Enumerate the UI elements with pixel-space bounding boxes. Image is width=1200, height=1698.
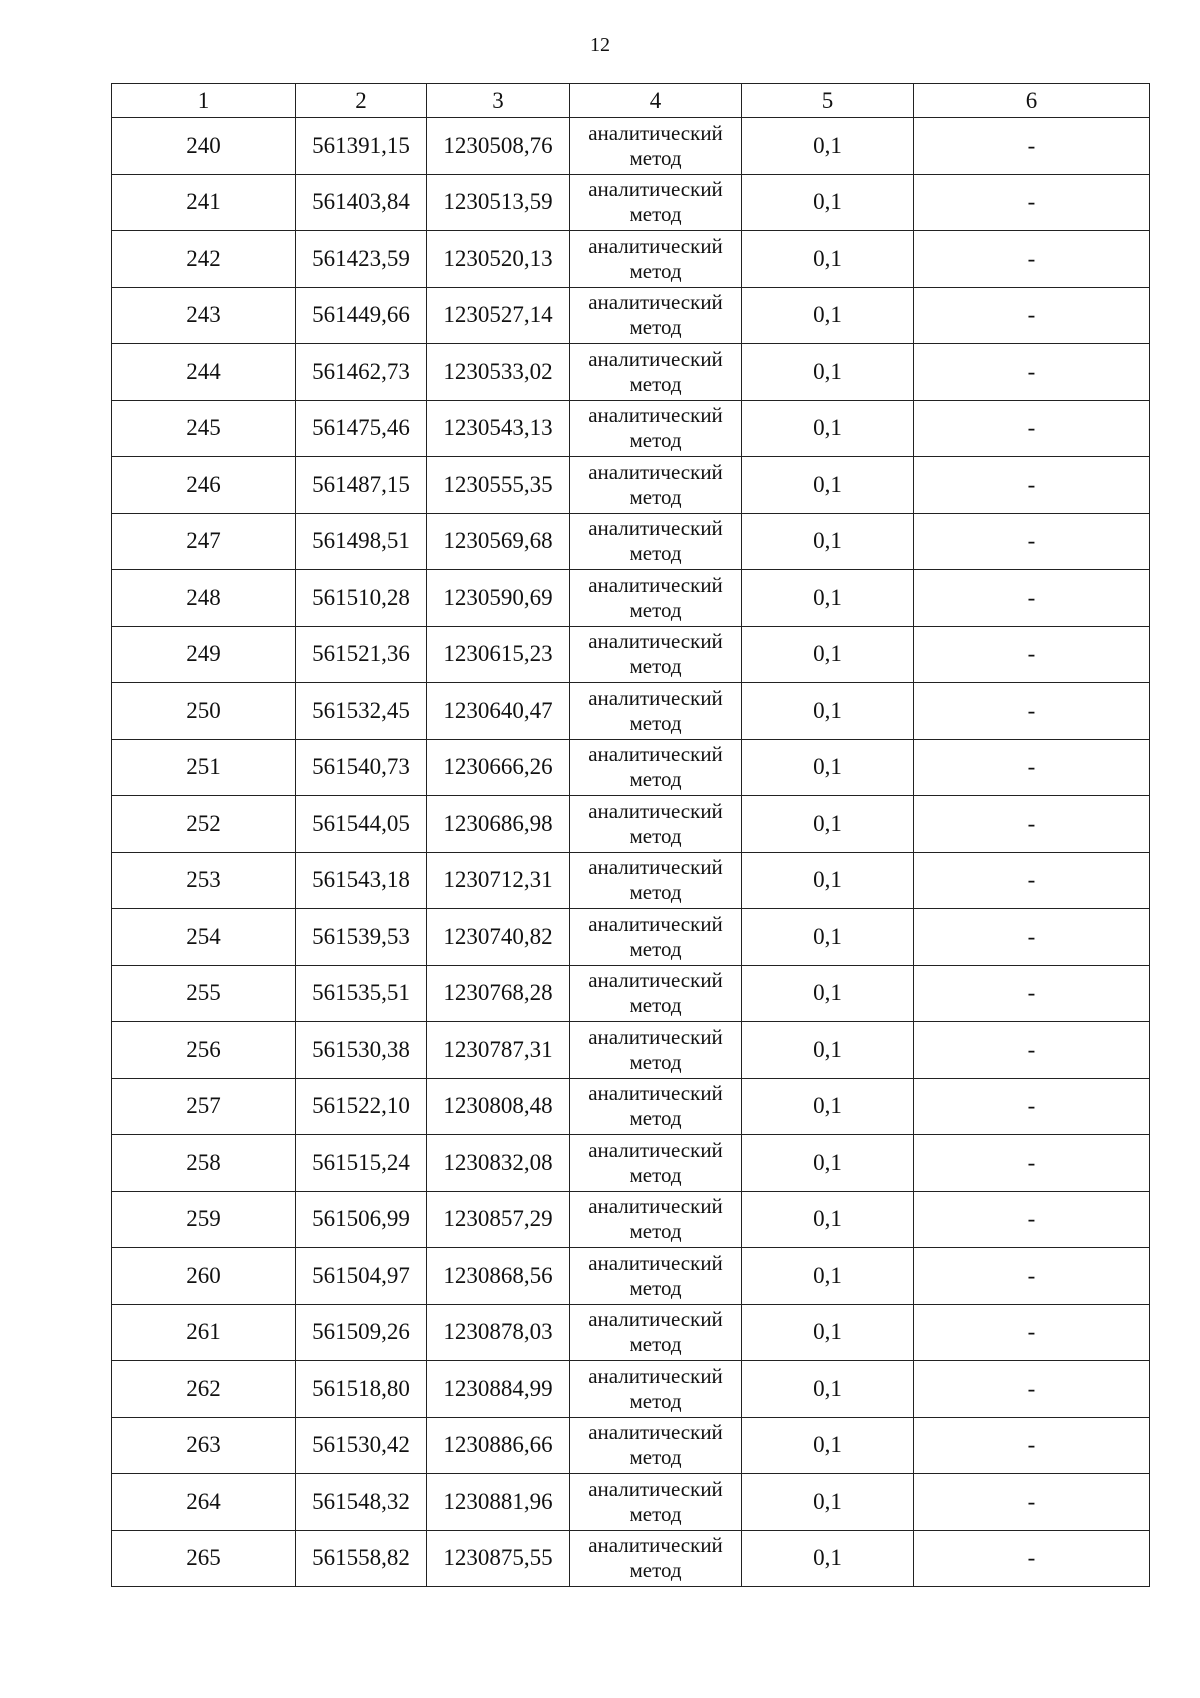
point-number-cell: 241 (112, 174, 296, 231)
y-coordinate-cell: 1230857,29 (427, 1191, 570, 1248)
error-cell: 0,1 (742, 174, 914, 231)
table-row (112, 626, 1150, 683)
x-coordinate-cell: 561535,51 (296, 965, 427, 1022)
point-number-cell: 254 (112, 909, 296, 966)
point-number-cell: 245 (112, 400, 296, 457)
point-number-cell: 250 (112, 683, 296, 740)
error-cell: 0,1 (742, 852, 914, 909)
y-coordinate-cell: 1230875,55 (427, 1530, 570, 1587)
table-row (112, 1022, 1150, 1079)
y-coordinate-cell: 1230878,03 (427, 1304, 570, 1361)
error-cell: 0,1 (742, 118, 914, 175)
point-number-cell: 261 (112, 1304, 296, 1361)
point-number-cell: 258 (112, 1135, 296, 1192)
table-row (112, 457, 1150, 514)
note-cell: - (914, 174, 1150, 231)
error-cell: 0,1 (742, 287, 914, 344)
point-number-cell: 244 (112, 344, 296, 401)
method-cell: аналитический метод (570, 965, 742, 1022)
x-coordinate-cell: 561510,28 (296, 570, 427, 627)
table-header-row (112, 84, 1150, 118)
table-row (112, 965, 1150, 1022)
method-cell: аналитический метод (570, 1022, 742, 1079)
point-number-cell: 263 (112, 1417, 296, 1474)
x-coordinate-cell: 561449,66 (296, 287, 427, 344)
method-cell: аналитический метод (570, 457, 742, 514)
point-number-cell: 248 (112, 570, 296, 627)
point-number-cell: 247 (112, 513, 296, 570)
y-coordinate-cell: 1230569,68 (427, 513, 570, 570)
x-coordinate-cell: 561487,15 (296, 457, 427, 514)
error-cell: 0,1 (742, 1361, 914, 1418)
error-cell: 0,1 (742, 513, 914, 570)
table-row (112, 683, 1150, 740)
x-coordinate-cell: 561423,59 (296, 231, 427, 288)
table-row (112, 1530, 1150, 1587)
note-cell: - (914, 457, 1150, 514)
point-number-cell: 246 (112, 457, 296, 514)
y-coordinate-cell: 1230886,66 (427, 1417, 570, 1474)
point-number-cell: 264 (112, 1474, 296, 1531)
point-number-cell: 255 (112, 965, 296, 1022)
y-coordinate-cell: 1230527,14 (427, 287, 570, 344)
note-cell: - (914, 1530, 1150, 1587)
note-cell: - (914, 400, 1150, 457)
column-header: 6 (914, 84, 1150, 118)
y-coordinate-cell: 1230520,13 (427, 231, 570, 288)
table-row (112, 909, 1150, 966)
point-number-cell: 253 (112, 852, 296, 909)
method-cell: аналитический метод (570, 1361, 742, 1418)
method-cell: аналитический метод (570, 683, 742, 740)
note-cell: - (914, 1417, 1150, 1474)
y-coordinate-cell: 1230590,69 (427, 570, 570, 627)
method-cell: аналитический метод (570, 287, 742, 344)
table-row (112, 1248, 1150, 1305)
note-cell: - (914, 965, 1150, 1022)
error-cell: 0,1 (742, 231, 914, 288)
method-cell: аналитический метод (570, 909, 742, 966)
note-cell: - (914, 909, 1150, 966)
column-header: 3 (427, 84, 570, 118)
note-cell: - (914, 118, 1150, 175)
table-row (112, 570, 1150, 627)
y-coordinate-cell: 1230686,98 (427, 796, 570, 853)
table-row (112, 400, 1150, 457)
note-cell: - (914, 739, 1150, 796)
table-row (112, 287, 1150, 344)
method-cell: аналитический метод (570, 1474, 742, 1531)
method-cell: аналитический метод (570, 852, 742, 909)
method-cell: аналитический метод (570, 626, 742, 683)
point-number-cell: 242 (112, 231, 296, 288)
table-row (112, 739, 1150, 796)
x-coordinate-cell: 561530,38 (296, 1022, 427, 1079)
error-cell: 0,1 (742, 1078, 914, 1135)
method-cell: аналитический метод (570, 513, 742, 570)
method-cell: аналитический метод (570, 1530, 742, 1587)
note-cell: - (914, 287, 1150, 344)
page-number: 12 (590, 34, 610, 56)
method-cell: аналитический метод (570, 796, 742, 853)
x-coordinate-cell: 561403,84 (296, 174, 427, 231)
error-cell: 0,1 (742, 1304, 914, 1361)
column-header: 5 (742, 84, 914, 118)
x-coordinate-cell: 561522,10 (296, 1078, 427, 1135)
point-number-cell: 257 (112, 1078, 296, 1135)
point-number-cell: 251 (112, 739, 296, 796)
x-coordinate-cell: 561498,51 (296, 513, 427, 570)
point-number-cell: 260 (112, 1248, 296, 1305)
error-cell: 0,1 (742, 965, 914, 1022)
error-cell: 0,1 (742, 909, 914, 966)
x-coordinate-cell: 561558,82 (296, 1530, 427, 1587)
method-cell: аналитический метод (570, 400, 742, 457)
note-cell: - (914, 513, 1150, 570)
y-coordinate-cell: 1230884,99 (427, 1361, 570, 1418)
column-header: 1 (112, 84, 296, 118)
x-coordinate-cell: 561543,18 (296, 852, 427, 909)
method-cell: аналитический метод (570, 344, 742, 401)
x-coordinate-cell: 561518,80 (296, 1361, 427, 1418)
method-cell: аналитический метод (570, 570, 742, 627)
table-row (112, 796, 1150, 853)
y-coordinate-cell: 1230555,35 (427, 457, 570, 514)
note-cell: - (914, 1191, 1150, 1248)
x-coordinate-cell: 561532,45 (296, 683, 427, 740)
y-coordinate-cell: 1230832,08 (427, 1135, 570, 1192)
table-row (112, 344, 1150, 401)
y-coordinate-cell: 1230615,23 (427, 626, 570, 683)
method-cell: аналитический метод (570, 1078, 742, 1135)
note-cell: - (914, 852, 1150, 909)
y-coordinate-cell: 1230666,26 (427, 739, 570, 796)
y-coordinate-cell: 1230508,76 (427, 118, 570, 175)
coordinates-table (111, 83, 1150, 1587)
column-header: 2 (296, 84, 427, 118)
point-number-cell: 256 (112, 1022, 296, 1079)
method-cell: аналитический метод (570, 1191, 742, 1248)
table-row (112, 1361, 1150, 1418)
error-cell: 0,1 (742, 1022, 914, 1079)
x-coordinate-cell: 561462,73 (296, 344, 427, 401)
point-number-cell: 240 (112, 118, 296, 175)
point-number-cell: 259 (112, 1191, 296, 1248)
error-cell: 0,1 (742, 626, 914, 683)
point-number-cell: 243 (112, 287, 296, 344)
error-cell: 0,1 (742, 1417, 914, 1474)
x-coordinate-cell: 561540,73 (296, 739, 427, 796)
x-coordinate-cell: 561509,26 (296, 1304, 427, 1361)
table-row (112, 1135, 1150, 1192)
x-coordinate-cell: 561521,36 (296, 626, 427, 683)
y-coordinate-cell: 1230533,02 (427, 344, 570, 401)
note-cell: - (914, 1135, 1150, 1192)
note-cell: - (914, 570, 1150, 627)
x-coordinate-cell: 561548,32 (296, 1474, 427, 1531)
error-cell: 0,1 (742, 344, 914, 401)
method-cell: аналитический метод (570, 739, 742, 796)
error-cell: 0,1 (742, 1191, 914, 1248)
error-cell: 0,1 (742, 400, 914, 457)
error-cell: 0,1 (742, 796, 914, 853)
x-coordinate-cell: 561539,53 (296, 909, 427, 966)
note-cell: - (914, 344, 1150, 401)
note-cell: - (914, 1361, 1150, 1418)
y-coordinate-cell: 1230768,28 (427, 965, 570, 1022)
note-cell: - (914, 1248, 1150, 1305)
y-coordinate-cell: 1230808,48 (427, 1078, 570, 1135)
method-cell: аналитический метод (570, 1304, 742, 1361)
y-coordinate-cell: 1230881,96 (427, 1474, 570, 1531)
y-coordinate-cell: 1230868,56 (427, 1248, 570, 1305)
table-row (112, 174, 1150, 231)
table-row (112, 1304, 1150, 1361)
x-coordinate-cell: 561544,05 (296, 796, 427, 853)
point-number-cell: 252 (112, 796, 296, 853)
note-cell: - (914, 796, 1150, 853)
note-cell: - (914, 231, 1150, 288)
y-coordinate-cell: 1230787,31 (427, 1022, 570, 1079)
column-header: 4 (570, 84, 742, 118)
y-coordinate-cell: 1230640,47 (427, 683, 570, 740)
note-cell: - (914, 1022, 1150, 1079)
point-number-cell: 262 (112, 1361, 296, 1418)
note-cell: - (914, 1474, 1150, 1531)
table-row (112, 231, 1150, 288)
x-coordinate-cell: 561391,15 (296, 118, 427, 175)
note-cell: - (914, 683, 1150, 740)
error-cell: 0,1 (742, 1530, 914, 1587)
table-row (112, 1078, 1150, 1135)
method-cell: аналитический метод (570, 1417, 742, 1474)
x-coordinate-cell: 561504,97 (296, 1248, 427, 1305)
table-row (112, 852, 1150, 909)
error-cell: 0,1 (742, 1135, 914, 1192)
method-cell: аналитический метод (570, 231, 742, 288)
x-coordinate-cell: 561506,99 (296, 1191, 427, 1248)
point-number-cell: 249 (112, 626, 296, 683)
table-body (112, 118, 1150, 1587)
error-cell: 0,1 (742, 457, 914, 514)
error-cell: 0,1 (742, 1474, 914, 1531)
y-coordinate-cell: 1230543,13 (427, 400, 570, 457)
table-row (112, 513, 1150, 570)
note-cell: - (914, 1078, 1150, 1135)
error-cell: 0,1 (742, 739, 914, 796)
x-coordinate-cell: 561475,46 (296, 400, 427, 457)
note-cell: - (914, 626, 1150, 683)
table-row (112, 1191, 1150, 1248)
method-cell: аналитический метод (570, 1135, 742, 1192)
x-coordinate-cell: 561515,24 (296, 1135, 427, 1192)
y-coordinate-cell: 1230740,82 (427, 909, 570, 966)
error-cell: 0,1 (742, 1248, 914, 1305)
error-cell: 0,1 (742, 683, 914, 740)
y-coordinate-cell: 1230513,59 (427, 174, 570, 231)
method-cell: аналитический метод (570, 1248, 742, 1305)
x-coordinate-cell: 561530,42 (296, 1417, 427, 1474)
table-row (112, 1417, 1150, 1474)
point-number-cell: 265 (112, 1530, 296, 1587)
error-cell: 0,1 (742, 570, 914, 627)
table-row (112, 1474, 1150, 1531)
method-cell: аналитический метод (570, 174, 742, 231)
y-coordinate-cell: 1230712,31 (427, 852, 570, 909)
note-cell: - (914, 1304, 1150, 1361)
table-row (112, 118, 1150, 175)
method-cell: аналитический метод (570, 118, 742, 175)
